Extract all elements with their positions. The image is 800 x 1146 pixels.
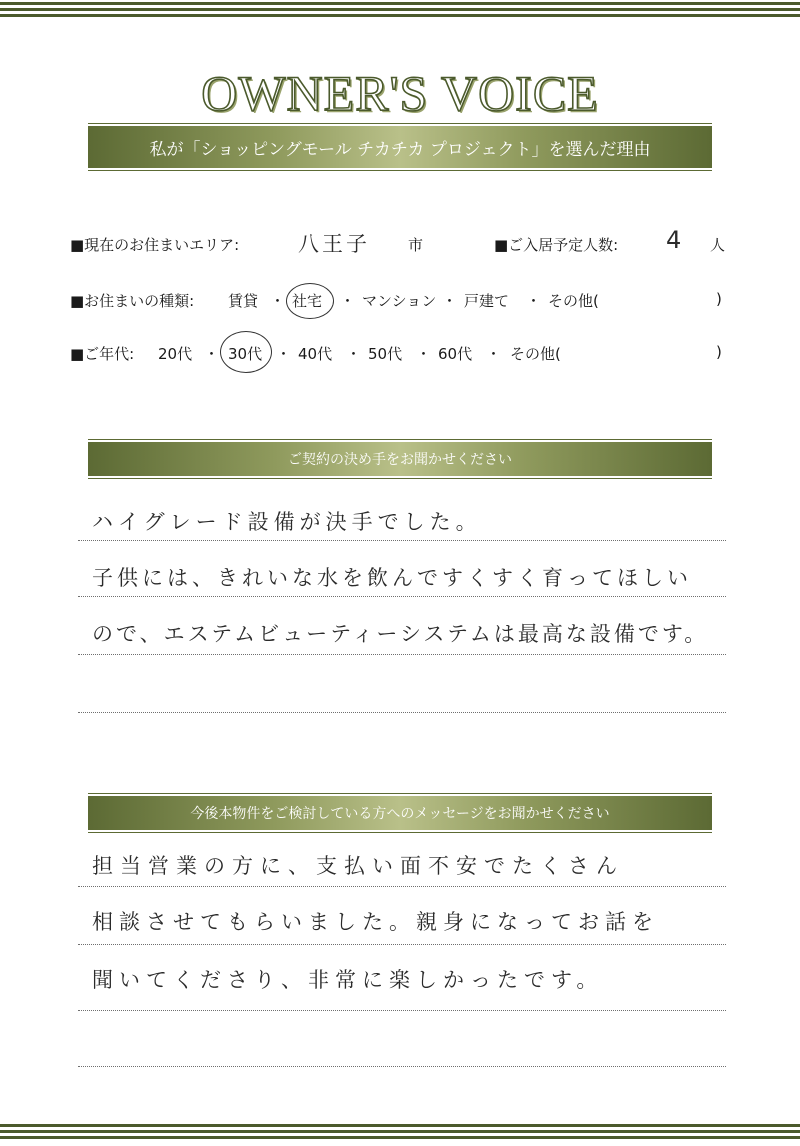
section2-line: 聞いてくださり、非常に楽しかったです。 bbox=[92, 968, 604, 992]
separator: ・ bbox=[346, 345, 362, 363]
age-option: その他( bbox=[510, 345, 561, 363]
top-border bbox=[0, 2, 800, 20]
section1-line: 子供には、きれいな水を飲んですくすく育ってほしい bbox=[92, 566, 692, 590]
people-label: ■ご入居予定人数: bbox=[494, 236, 619, 254]
age-option: 60代 bbox=[438, 345, 473, 363]
dotted-rule bbox=[78, 1066, 726, 1067]
separator: ・ bbox=[486, 345, 502, 363]
bottom-border bbox=[0, 1124, 800, 1142]
dotted-rule bbox=[78, 654, 726, 655]
housing-option: 賃貸 bbox=[228, 292, 259, 310]
selection-circle bbox=[286, 283, 334, 319]
section2-heading: 今後本物件をご検討している方へのメッセージをお聞かせください bbox=[88, 796, 712, 830]
dotted-rule bbox=[78, 1010, 726, 1011]
age-label: ■ご年代: bbox=[70, 345, 135, 363]
dotted-rule bbox=[78, 944, 726, 945]
section1-line: ので、エステムビューティーシステムは最高な設備です。 bbox=[92, 622, 709, 646]
age-option: 40代 bbox=[298, 345, 333, 363]
section1-line: ハイグレード設備が決手でした。 bbox=[92, 510, 482, 534]
housing-option-selected: 社宅 bbox=[292, 292, 323, 310]
area-unit: 市 bbox=[408, 236, 424, 254]
age-option: 50代 bbox=[368, 345, 403, 363]
dotted-rule bbox=[78, 712, 726, 713]
separator: ・ bbox=[276, 345, 292, 363]
housing-close: ) bbox=[716, 290, 722, 308]
section2-line: 担当営業の方に、支払い面不安でたくさん bbox=[92, 854, 624, 878]
separator: ・ bbox=[442, 292, 458, 310]
age-option: 20代 bbox=[158, 345, 193, 363]
dotted-rule bbox=[78, 886, 726, 887]
housing-option: マンション bbox=[362, 292, 437, 310]
dotted-rule bbox=[78, 540, 726, 541]
area-label: ■現在のお住まいエリア: bbox=[70, 236, 240, 254]
separator: ・ bbox=[526, 292, 542, 310]
housing-option: その他( bbox=[548, 292, 599, 310]
separator: ・ bbox=[340, 292, 356, 310]
selection-circle bbox=[220, 331, 272, 373]
page-title: OWNER'S VOICE bbox=[201, 65, 599, 121]
people-value: 4 bbox=[666, 226, 685, 254]
separator: ・ bbox=[416, 345, 432, 363]
section2-line: 相談させてもらいました。親身になってお話を bbox=[92, 910, 659, 934]
dotted-rule bbox=[78, 596, 726, 597]
age-option-selected: 30代 bbox=[228, 345, 263, 363]
housing-option: 戸建て bbox=[464, 292, 510, 310]
area-value: 八王子 bbox=[298, 232, 370, 256]
separator: ・ bbox=[204, 345, 220, 363]
reason-banner: 私が「ショッピングモール チカチカ プロジェクト」を選んだ理由 bbox=[88, 126, 712, 168]
age-close: ) bbox=[716, 343, 722, 361]
separator: ・ bbox=[270, 292, 286, 310]
section1-heading: ご契約の決め手をお聞かせください bbox=[88, 442, 712, 476]
people-unit: 人 bbox=[710, 236, 726, 254]
housing-label: ■お住まいの種類: bbox=[70, 292, 195, 310]
